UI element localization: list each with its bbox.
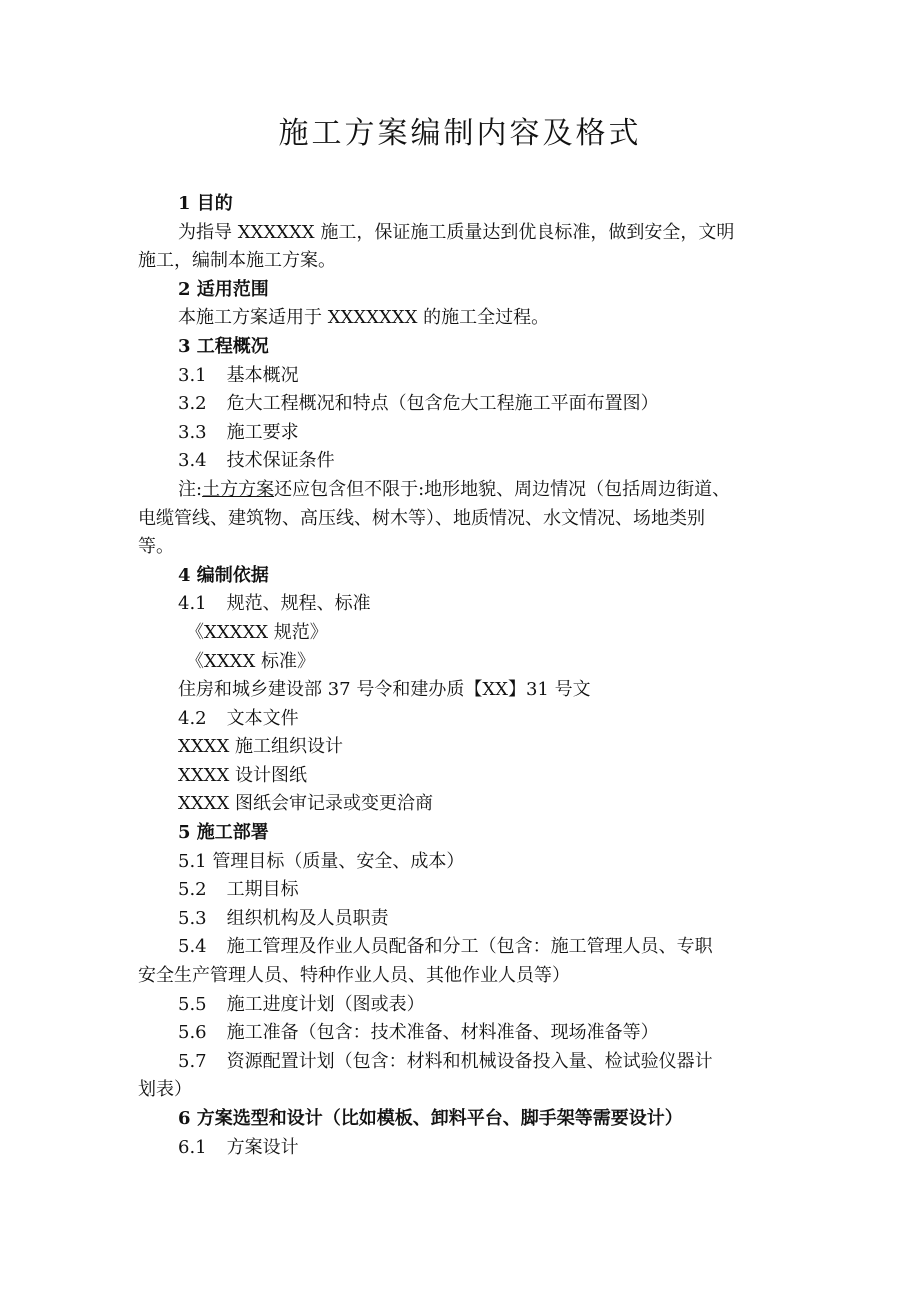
item-text: 施工管理及作业人员配备和分工（包含：施工管理人员、专职 <box>226 936 713 958</box>
note-underlined-term: 土方方案 <box>202 478 275 500</box>
item-text: 资源配置计划（包含：材料和机械设备投入量、检试验仪器计 <box>226 1050 713 1072</box>
item-number: 5.3 <box>178 907 207 929</box>
list-item-5-4-continued: 安全生产管理人员、特种作业人员、其他作业人员等） <box>138 965 570 987</box>
item-text: 组织机构及人员职责 <box>226 907 389 929</box>
item-number: 5.7 <box>178 1050 207 1072</box>
section-2-paragraph: 本施工方案适用于 XXXXXXX 的施工全过程。 <box>178 307 550 329</box>
note-line-1 <box>138 476 788 505</box>
item-number: 4.2 <box>178 707 207 729</box>
section-1-paragraph-line-2: 施工，编制本施工方案。 <box>138 250 336 272</box>
list-item-5-4 <box>138 933 788 962</box>
note-line-3: 等。 <box>138 536 174 558</box>
list-item-3-4 <box>138 447 788 476</box>
reference-item: 《XXXXX 规范》 <box>186 621 328 643</box>
list-item-4-2 <box>138 705 788 734</box>
item-text: 规范、规程、标准 <box>226 593 371 615</box>
list-item-3-1 <box>138 362 788 391</box>
section-5-heading: 5 施工部署 <box>178 822 269 844</box>
note-prefix: 注: <box>178 478 203 500</box>
item-text: 技术保证条件 <box>226 450 335 472</box>
item-number: 5.4 <box>178 936 207 958</box>
list-item-5-2 <box>138 876 788 905</box>
document-body <box>138 190 788 1162</box>
list-item-6-1 <box>138 1134 788 1163</box>
section-1-heading: 1 目的 <box>178 193 233 214</box>
list-item-5-7 <box>138 1048 788 1077</box>
list-item-3-2 <box>138 390 788 419</box>
item-number: 5.5 <box>178 993 207 1015</box>
list-item-4-1 <box>138 590 788 619</box>
item-number: 5.2 <box>178 879 207 901</box>
list-item-5-5 <box>138 991 788 1020</box>
item-text: 施工要求 <box>226 421 299 443</box>
item-text: 方案设计 <box>226 1136 299 1158</box>
document-item: XXXX 图纸会审记录或变更洽商 <box>178 793 433 815</box>
document-item: XXXX 施工组织设计 <box>178 736 343 758</box>
item-text: 施工进度计划（图或表） <box>226 993 425 1015</box>
section-6-heading: 6 方案选型和设计（比如模板、卸料平台、脚手架等需要设计） <box>178 1108 683 1129</box>
list-item-5-7-continued: 划表） <box>138 1079 192 1101</box>
reference-item: 住房和城乡建设部 37 号令和建办质【XX】31 号文 <box>178 679 591 701</box>
list-item-3-3 <box>138 419 788 448</box>
item-number: 3.3 <box>178 421 207 443</box>
section-1-paragraph-line-1: 为指导 XXXXXX 施工，保证施工质量达到优良标准，做到安全，文明 <box>178 221 735 243</box>
document-title: 施工方案编制内容及格式 <box>278 116 642 151</box>
item-number: 3.1 <box>178 364 207 386</box>
item-text: 施工准备（包含：技术准备、材料准备、现场准备等） <box>226 1022 659 1044</box>
item-text: 文本文件 <box>226 707 299 729</box>
reference-item: 《XXXX 标准》 <box>186 650 315 672</box>
item-text: 危大工程概况和特点（包含危大工程施工平面布置图） <box>226 393 659 415</box>
section-3-heading: 3 工程概况 <box>178 335 269 357</box>
note-line-2: 电缆管线、建筑物、高压线、树木等）、地质情况、水文情况、场地类别 <box>138 507 705 529</box>
item-number: 3.2 <box>178 393 207 415</box>
document-item: XXXX 设计图纸 <box>178 764 307 786</box>
item-text: 基本概况 <box>226 364 299 386</box>
list-item-5-6 <box>138 1019 788 1048</box>
list-item-5-1: 5.1 管理目标（质量、安全、成本） <box>178 850 465 872</box>
item-number: 5.6 <box>178 1022 207 1044</box>
note-text: 还应包含但不限于:地形地貌、周边情况（包括周边街道、 <box>274 478 731 500</box>
item-number: 4.1 <box>178 593 207 615</box>
item-text: 工期目标 <box>226 879 299 901</box>
item-number: 3.4 <box>178 450 207 472</box>
section-2-heading: 2 适用范围 <box>178 278 269 300</box>
list-item-5-3 <box>138 905 788 934</box>
item-number: 6.1 <box>178 1136 207 1158</box>
section-4-heading: 4 编制依据 <box>178 564 269 586</box>
